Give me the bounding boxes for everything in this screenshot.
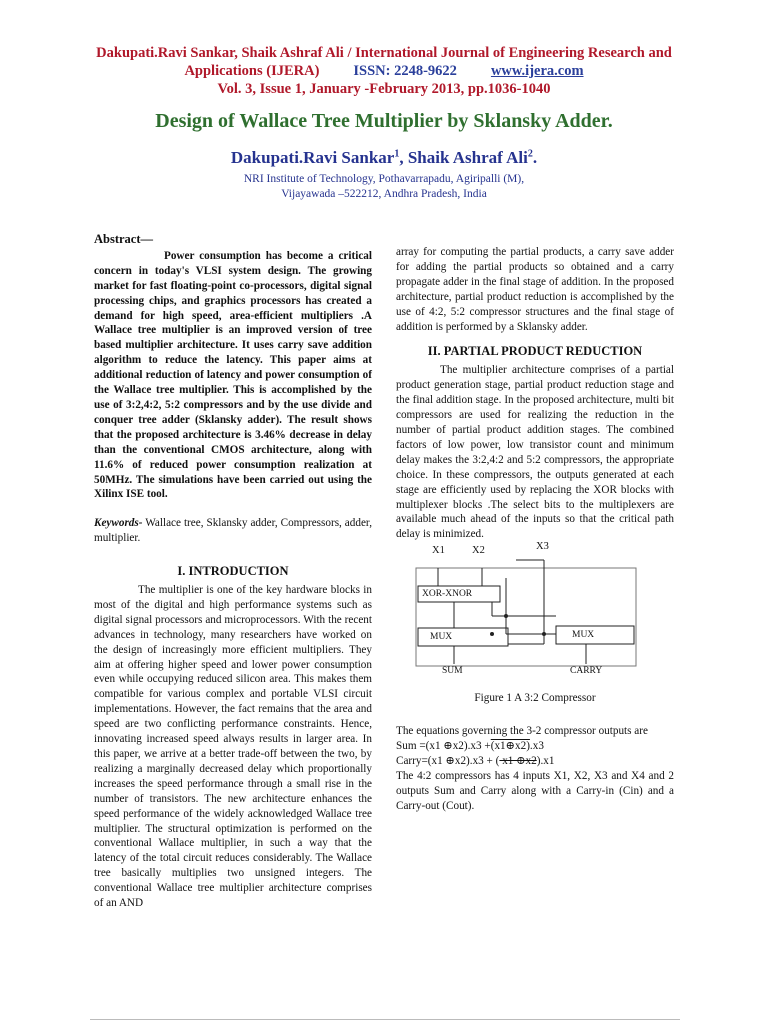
paper-title: Design of Wallace Tree Multiplier by Sklansky Adder.	[155, 110, 613, 132]
sum-equation-part1: Sum =(x1 ⊕x2).x3 +	[396, 740, 491, 753]
abstract-body: Power consumption has become a critical concern in today's VLSI system design. The growing market for fast floating-point co-processors, digital signal processing chips, and graphics processors has created a demand for high speed, area-efficient multipliers .A Wallace tree multiplier is an improved version of tree based multiplier architecture. It uses carry save addition algorithm to reduce the latency. This paper aims at additional reduction of latency and power consumption of the Wallace tree multiplier. This is accomplished by the use of 3:2,4:2, 5:2 compressors and by the use divide and conquer tree adder (Sklansky adder). The result shows that the proposed architecture is 3.46% decrease in delay than the conventional CMOS architecture, along with 11.6% of reduced power consumption realization at 50MHz. The simulations have been carried out using the Xilinx ISE tool.	[94, 249, 372, 501]
figure-3-2-compressor	[396, 541, 674, 691]
right-column	[396, 245, 674, 814]
figure-caption: Figure 1 A 3:2 Compressor	[474, 692, 596, 705]
fig-label-sum: SUM	[442, 666, 463, 677]
sum-equation-overlined: (x1⊕x2)	[490, 740, 530, 753]
fig-label-mux2: MUX	[572, 630, 595, 641]
fig-label-x3: X3	[536, 541, 549, 553]
junction-dot-1	[504, 614, 508, 618]
carry-equation	[396, 754, 674, 769]
keywords-text: Wallace tree, Sklansky adder, Compressors, adder, multiplier.	[94, 517, 372, 545]
equation-intro: The equations governing the 3-2 compressor outputs are	[396, 725, 648, 738]
author-2-affil-mark: 2	[527, 148, 533, 160]
compressor-diagram	[396, 556, 674, 678]
fig-label-x1: X1	[432, 545, 445, 557]
affiliation-line2: Vijayawada –522212, Andhra Pradesh, India	[281, 187, 487, 200]
carry-equation-part3: ).x1	[536, 754, 555, 767]
author-1-affil-mark: 1	[394, 148, 400, 160]
fig-label-xor-xnor: XOR-XNOR	[422, 589, 473, 600]
journal-header-line2	[40, 62, 728, 80]
affiliation	[0, 172, 768, 201]
author-2: , Shaik Ashraf Ali	[399, 148, 528, 167]
section-heading-introduction: I. INTRODUCTION	[177, 564, 289, 579]
fig-label-x2: X2	[472, 545, 485, 557]
keywords	[94, 516, 372, 546]
abstract-heading: Abstract—	[94, 232, 154, 246]
sum-equation	[396, 739, 674, 754]
mux2-block	[556, 626, 634, 644]
fig-label-mux1: MUX	[430, 632, 453, 643]
authors-end: .	[532, 148, 538, 167]
partial-product-text: The multiplier architecture comprises of a partial product generation stage, partial product reduction stage and the final addition stage. In the proposed architecture, multi bit compressors are used for realizing the reduction in the number of partial product addition stages. The combined factors of low power, low transistor count and minimum delay makes the 3:2,4:2 and 5:2 compressors, the appropriate choice. In these compressors, the outputs generated at each stage are efficiently used by replacing the XOR blocks with multiplexer blocks .The select bits to the multiplexers are available much ahead of the inputs so that the critical path delay is minimized.	[396, 364, 674, 541]
journal-url-link[interactable]: www.ijera.com	[490, 63, 584, 79]
footer-rule	[90, 1019, 680, 1020]
junction-dot-3	[542, 632, 546, 636]
journal-volume-line: Vol. 3, Issue 1, January -February 2013, pp.1036-1040	[217, 81, 551, 97]
issn-text: ISSN: 2248-9622	[353, 63, 457, 79]
section-heading-partial-product: II. PARTIAL PRODUCT REDUCTION	[427, 344, 643, 359]
sum-equation-part3: .x3	[529, 740, 544, 753]
journal-name-abbrev: Applications (IJERA)	[184, 63, 320, 79]
junction-dot-2	[490, 632, 494, 636]
fig-label-carry: CARRY	[570, 666, 603, 677]
affiliation-line1: NRI Institute of Technology, Pothavarrapadu, Agiripalli (M),	[243, 173, 525, 185]
compressor-4-2-text: The 4:2 compressors has 4 inputs X1, X2, X3 and X4 and 2 outputs Sum and Carry along with a Carry-in (Cin) and a Carry-out (Cout).	[396, 769, 674, 812]
paper-authors	[0, 148, 768, 168]
carry-equation-part1: Carry=(x1 ⊕x2).x3 + (	[396, 754, 500, 767]
journal-header	[40, 44, 728, 98]
left-column	[94, 232, 372, 911]
keywords-label: Keywords-	[94, 517, 143, 530]
carry-equation-struck: x1 ⊕x2	[499, 754, 537, 767]
journal-header-line1: Dakupati.Ravi Sankar, Shaik Ashraf Ali / International Journal of Engineering Research and	[96, 45, 672, 61]
outer-box	[416, 568, 636, 666]
author-1: Dakupati.Ravi Sankar	[230, 148, 395, 167]
introduction-text: The multiplier is one of the key hardware blocks in most of the digital and high performance systems such as digital signal processors and microprocessors. With the recent advances in technology, many researchers have worked on the design of increasingly more efficient multipliers. They aim at offering higher speed and lower power consumption even while occupying reduced silicon area. This makes them compatible for various complex and portable VLSI circuit implementations. However, the fact remains that the area and speed are two conflicting performance constraints. Hence, innovating increased speed always results in larger area. In this paper, we arrive at a better trade-off between the two, by realizing a marginally decreased delay which proportionally increases the speed performance through a small rise in the number of transistors. The new architecture enhances the speed performance of the widely acknowledged Wallace tree multiplier. The structural optimization is performed on the conventional Wallace multiplier, in such a way that the latency of the total circuit reduces considerably. The Wallace tree basically multiplies two unsigned integers. The conventional Wallace tree multiplier architecture comprises of an AND	[94, 584, 372, 910]
introduction-continued-text: array for computing the partial products, a carry save adder for adding the partial products so obtained and a carry propagate adder in the final stage of addition. In the proposed architecture, partial product reduction is accomplished by the use of 4:2, 5:2 compressor structures and the final stage of addition is performed by a Sklansky adder.	[396, 246, 674, 333]
